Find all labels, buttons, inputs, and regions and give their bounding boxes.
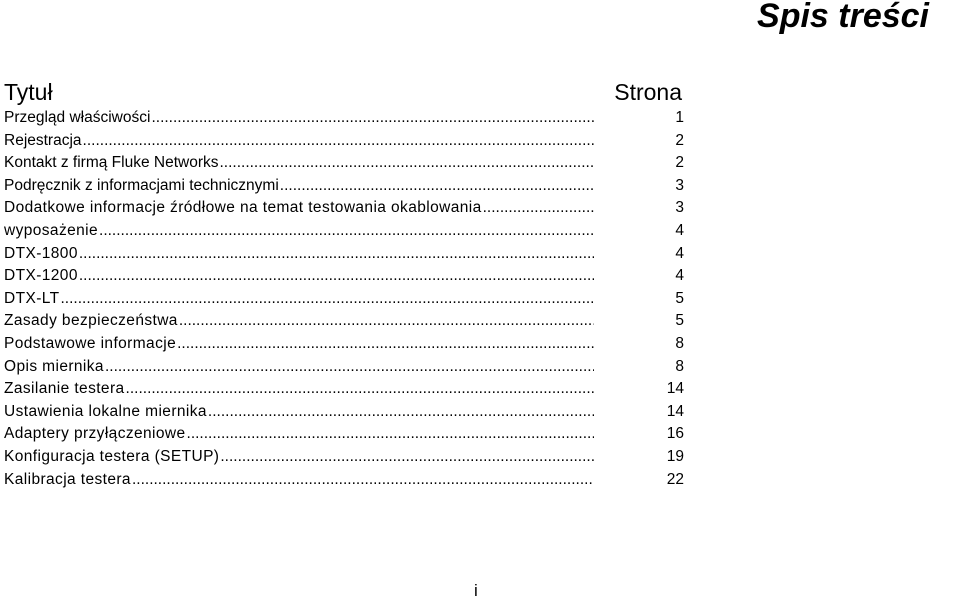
toc-entry-page: 4 bbox=[675, 244, 684, 262]
toc-entry[interactable] bbox=[4, 243, 684, 266]
table-of-contents bbox=[4, 107, 684, 491]
toc-entry-page: 4 bbox=[675, 221, 684, 239]
toc-entry[interactable] bbox=[4, 265, 684, 288]
toc-entry-label: Adaptery przyłączeniowe bbox=[4, 425, 186, 443]
toc-entry[interactable] bbox=[4, 130, 684, 153]
toc-entry-label: DTX-1200 bbox=[4, 267, 78, 285]
toc-entry-label: Przegląd właściwości bbox=[4, 109, 151, 126]
toc-entry-page: 5 bbox=[675, 312, 684, 330]
toc-entry-label: Kalibracja testera bbox=[4, 470, 131, 488]
toc-entry[interactable] bbox=[4, 107, 684, 130]
toc-entry[interactable] bbox=[4, 378, 684, 401]
toc-entry-page: 4 bbox=[675, 267, 684, 285]
toc-entry-page: 5 bbox=[675, 289, 684, 307]
toc-entry-page: 19 bbox=[666, 447, 684, 465]
toc-entry[interactable] bbox=[4, 152, 684, 175]
toc-entry-page: 16 bbox=[666, 425, 684, 443]
toc-entry-page: 8 bbox=[675, 357, 684, 375]
toc-entry-page: 1 bbox=[675, 109, 684, 126]
toc-entry-label: Opis miernika bbox=[4, 357, 104, 375]
toc-entry-page: 14 bbox=[666, 402, 684, 420]
toc-entry-label: Ustawienia lokalne miernika bbox=[4, 402, 207, 420]
toc-entry-label: Dodatkowe informacje źródłowe na temat testowania okablowania bbox=[4, 199, 482, 217]
toc-entry[interactable] bbox=[4, 175, 684, 198]
column-header-page: Strona bbox=[614, 79, 682, 105]
toc-entry[interactable] bbox=[4, 401, 684, 424]
toc-entry-label: Konfiguracja testera (SETUP) bbox=[4, 447, 220, 465]
toc-entry-label: DTX-LT bbox=[4, 289, 60, 307]
toc-entry[interactable] bbox=[4, 333, 684, 356]
toc-entry-page: 3 bbox=[675, 176, 684, 194]
toc-entry[interactable] bbox=[4, 197, 684, 220]
toc-entry-label: wyposażenie bbox=[4, 221, 99, 239]
page-title: Spis treści bbox=[757, 0, 929, 35]
toc-entry-page: 3 bbox=[675, 199, 684, 217]
toc-entry-page: 2 bbox=[675, 154, 684, 172]
toc-entry-label: Zasady bezpieczeństwa bbox=[4, 312, 178, 330]
toc-entry[interactable] bbox=[4, 356, 684, 379]
toc-entry[interactable] bbox=[4, 288, 684, 311]
toc-entry-page: 2 bbox=[675, 131, 684, 149]
toc-entry[interactable] bbox=[4, 469, 684, 492]
column-header-title: Tytuł bbox=[4, 79, 53, 105]
toc-entry-page: 22 bbox=[666, 470, 684, 488]
toc-entry-label: Rejestracja bbox=[4, 131, 82, 149]
toc-entry-label: DTX-1800 bbox=[4, 244, 78, 262]
toc-entry[interactable] bbox=[4, 446, 684, 469]
toc-entry-label: Podręcznik z informacjami technicznymi bbox=[4, 176, 279, 194]
toc-entry[interactable] bbox=[4, 220, 684, 243]
toc-entry-label: Kontakt z firmą Fluke Networks bbox=[4, 154, 219, 172]
toc-entry-page: 8 bbox=[675, 334, 684, 352]
toc-entry-page: 14 bbox=[666, 380, 684, 398]
toc-entry-label: Zasilanie testera bbox=[4, 380, 125, 398]
toc-entry[interactable] bbox=[4, 423, 684, 446]
toc-entry-label: Podstawowe informacje bbox=[4, 334, 177, 352]
page-number: i bbox=[474, 581, 478, 600]
toc-entry[interactable] bbox=[4, 310, 684, 333]
